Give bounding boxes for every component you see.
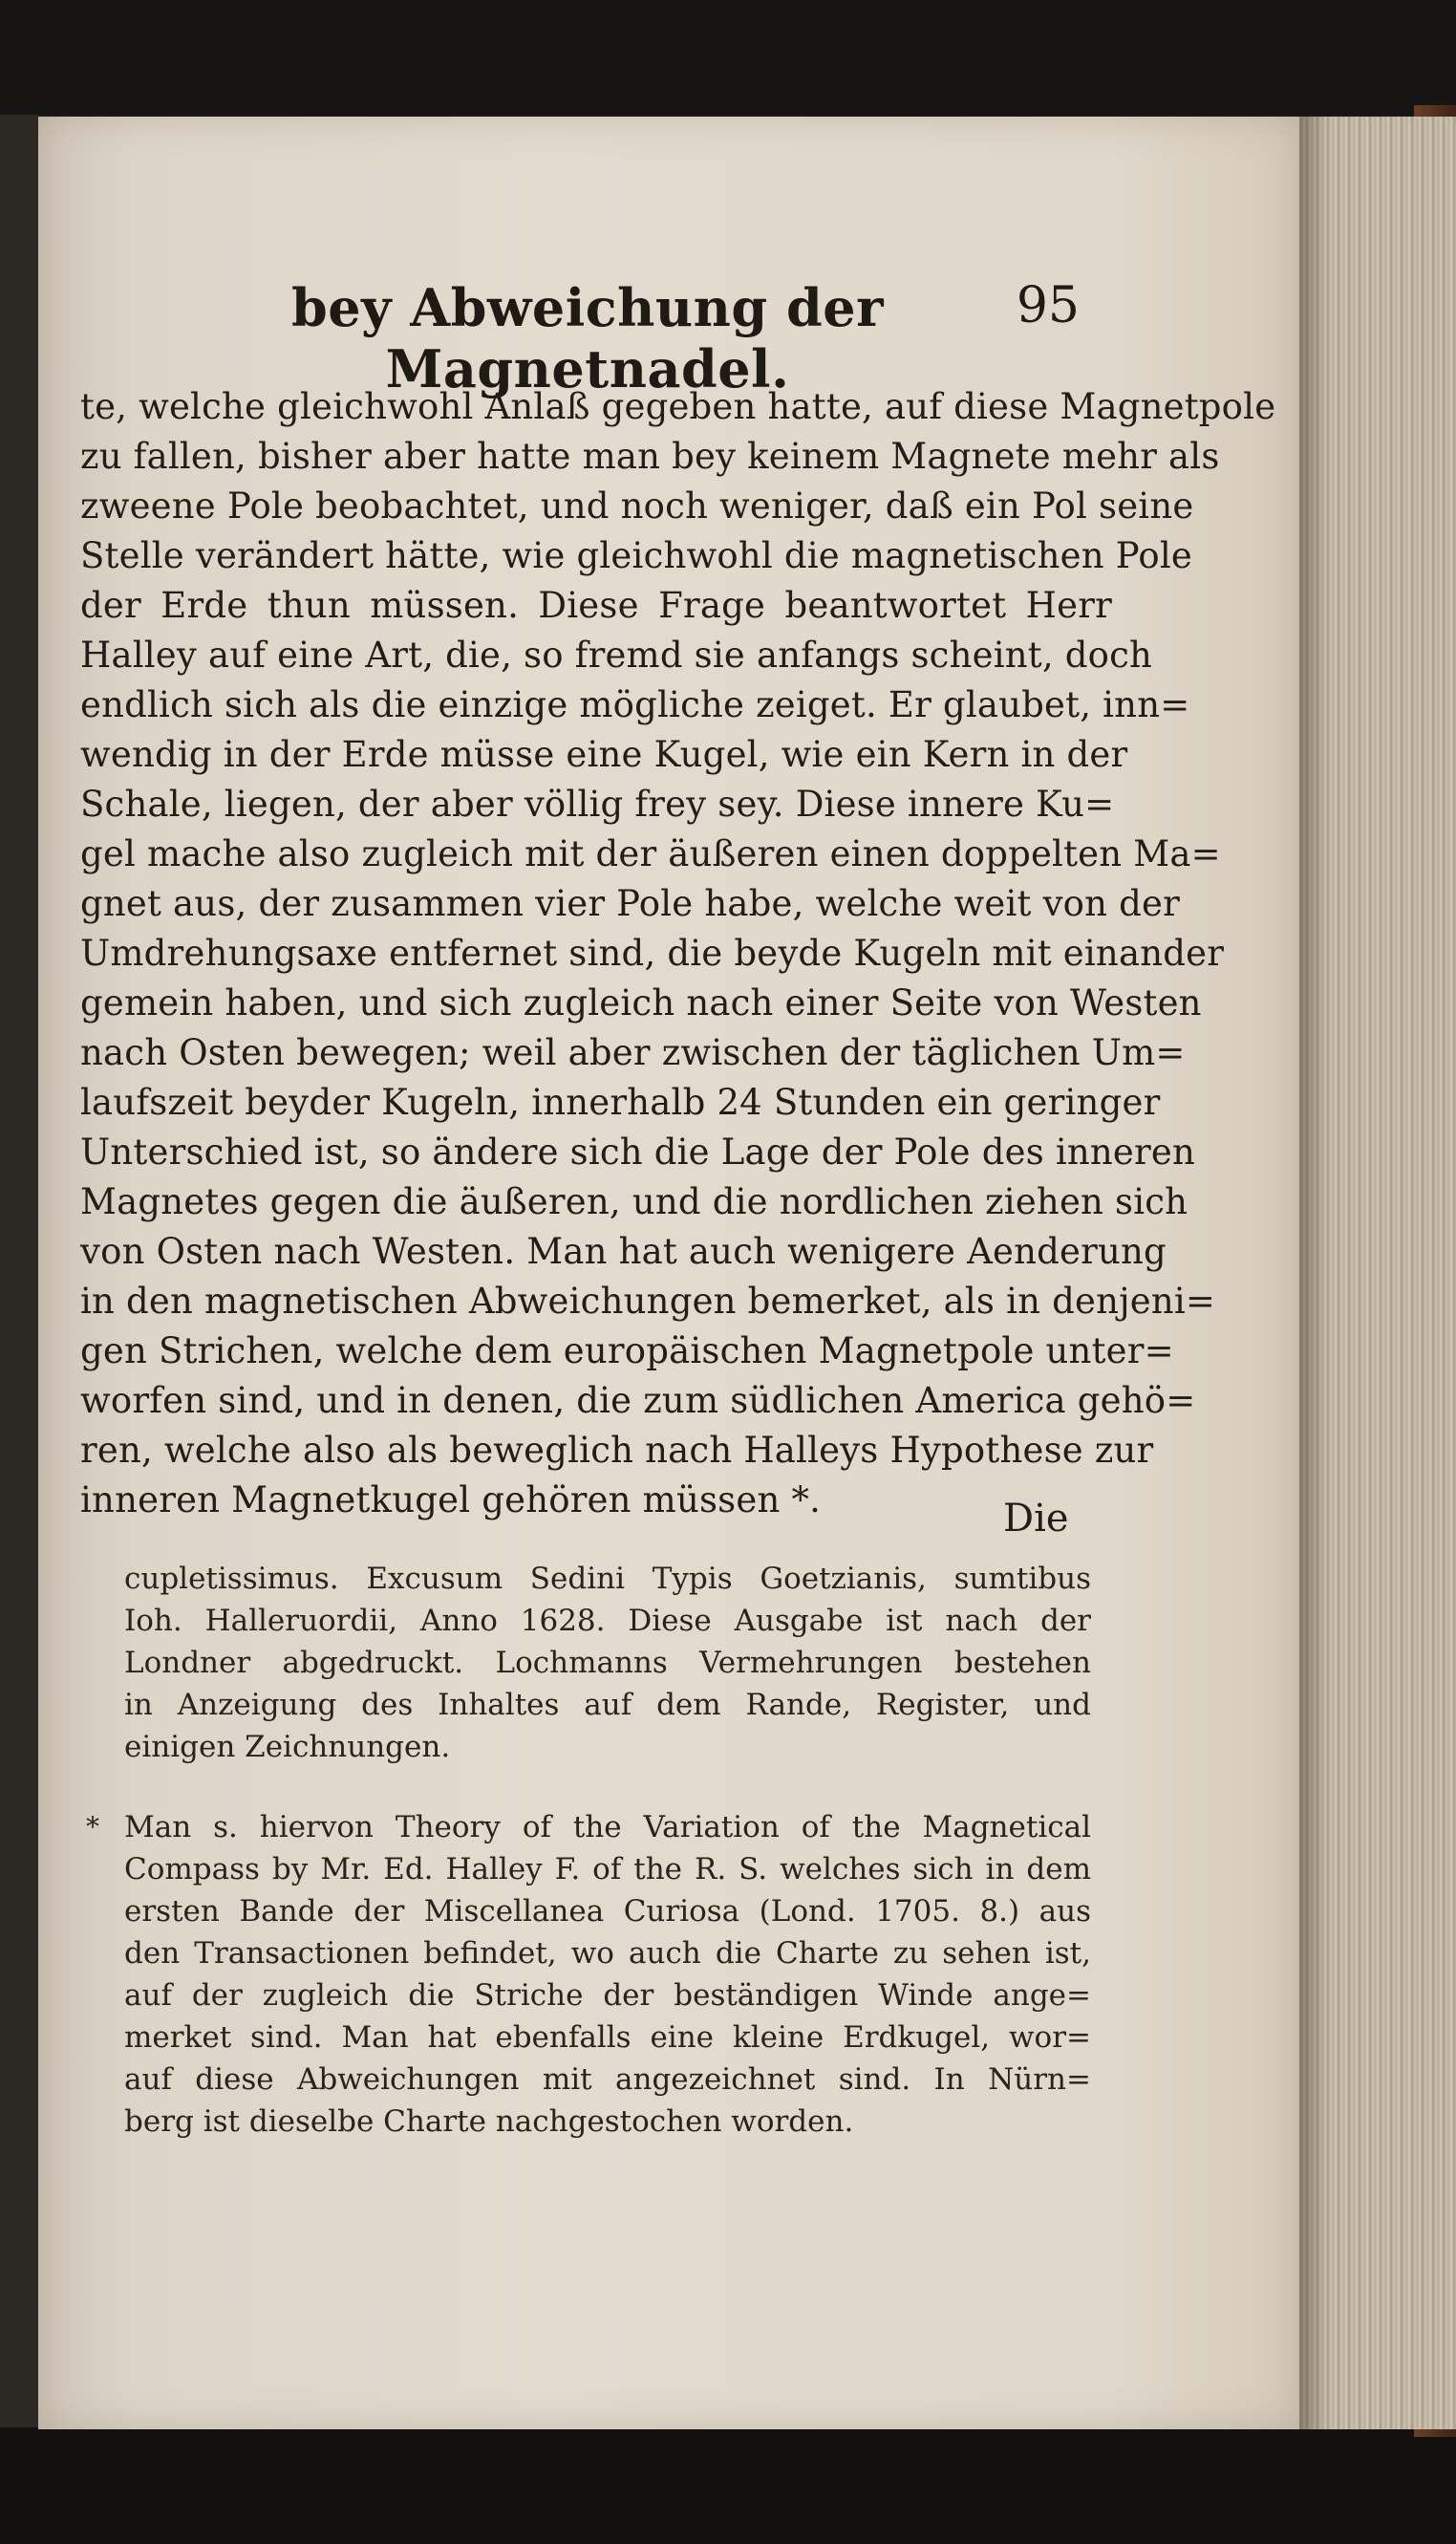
text-line: Halley auf eine Art, die, so fremd sie anfangs scheint, doch bbox=[80, 635, 1153, 676]
background-bottom bbox=[0, 2427, 1456, 2544]
text-line: inneren Magnetkugel gehören müssen *. bbox=[80, 1479, 822, 1520]
text-line: zweene Pole beobachtet, und noch weniger, daß ein Pol seine bbox=[80, 485, 1194, 527]
text-line: laufszeit beyder Kugeln, innerhalb 24 Stunden ein geringer bbox=[80, 1082, 1161, 1123]
text-line: worfen sind, und in denen, die zum südlichen America gehö= bbox=[80, 1380, 1196, 1421]
background-top bbox=[0, 0, 1456, 115]
text-line: gen Strichen, welche dem europäischen Magnetpole unter= bbox=[80, 1330, 1174, 1371]
book-gutter bbox=[0, 115, 38, 2427]
page-stack-shadow bbox=[1299, 117, 1328, 2429]
footnote-line: Compass by Mr. Ed. Halley F. of the R. S. welches sich in dem bbox=[124, 1852, 1091, 1886]
text-line: endlich sich als die einzige mögliche zeiget. Er glaubet, inn= bbox=[80, 684, 1190, 725]
page-number: 95 bbox=[1016, 277, 1080, 334]
text-line: der Erde thun müssen. Diese Frage beantwortet Herr bbox=[80, 585, 1112, 626]
text-line: ren, welche also als beweglich nach Halleys Hypothese zur bbox=[80, 1430, 1154, 1471]
text-line: zu fallen, bisher aber hatte man bey keinem Magnete mehr als bbox=[80, 436, 1220, 477]
footnote-line: Londner abgedruckt. Lochmanns Vermehrungen bestehen bbox=[124, 1646, 1091, 1680]
text-line: Magnetes gegen die äußeren, und die nordlichen ziehen sich bbox=[80, 1181, 1188, 1222]
footnote-line: auf der zugleich die Striche der beständigen Winde ange= bbox=[124, 1978, 1091, 2013]
footnote-star bbox=[86, 1806, 1091, 2143]
text-line: wendig in der Erde müsse eine Kugel, wie ein Kern in der bbox=[80, 734, 1128, 775]
footnotes bbox=[86, 1558, 1091, 2181]
text-line: Schale, liegen, der aber völlig frey sey. Diese innere Ku= bbox=[80, 784, 1115, 825]
footnote-marker: * bbox=[86, 1811, 99, 1843]
footnote-line: ersten Bande der Miscellanea Curiosa (Lond. 1705. 8.) aus bbox=[124, 1894, 1091, 1929]
footnote-line: auf diese Abweichungen mit angezeichnet sind. In Nürn= bbox=[124, 2062, 1091, 2097]
main-text bbox=[80, 382, 1276, 1525]
footnote-continued bbox=[124, 1558, 1091, 1768]
text-line: Stelle verändert hätte, wie gleichwohl die magnetischen Pole bbox=[80, 535, 1192, 576]
text-line: gel mache also zugleich mit der äußeren einen doppelten Ma= bbox=[80, 833, 1221, 874]
catchword: Die bbox=[1003, 1497, 1069, 1541]
text-line: von Osten nach Westen. Man hat auch wenigere Aenderung bbox=[80, 1231, 1167, 1272]
running-head: bey Abweichung der Magnetnadel. bbox=[290, 277, 885, 399]
footnote-line: Man s. hiervon Theory of the Variation of the Magnetical bbox=[124, 1810, 1091, 1844]
text-line: Umdrehungsaxe entfernet sind, die beyde Kugeln mit einander bbox=[80, 933, 1225, 974]
footnote-line: berg ist dieselbe Charte nachgestochen worden. bbox=[124, 2104, 854, 2139]
text-line: gemein haben, und sich zugleich nach einer Seite von Westen bbox=[80, 982, 1202, 1024]
text-line: nach Osten bewegen; weil aber zwischen der täglichen Um= bbox=[80, 1032, 1186, 1073]
footnote-line: merket sind. Man hat ebenfalls eine kleine Erdkugel, wor= bbox=[124, 2020, 1091, 2055]
page-header bbox=[143, 277, 1080, 399]
footnote-line: in Anzeigung des Inhaltes auf dem Rande, Register, und bbox=[124, 1688, 1091, 1722]
footnote-line: einigen Zeichnungen. bbox=[124, 1730, 451, 1764]
text-line: te, welche gleichwohl Anlaß gegeben hatte, auf diese Magnetpole bbox=[80, 386, 1276, 427]
footnote-line: cupletissimus. Excusum Sedini Typis Goetzianis, sumtibus bbox=[124, 1562, 1091, 1596]
footnote-line: Ioh. Halleruordii, Anno 1628. Diese Ausgabe ist nach der bbox=[124, 1604, 1091, 1638]
text-line: Unterschied ist, so ändere sich die Lage der Pole des inneren bbox=[80, 1132, 1196, 1173]
footnote-line: den Transactionen befindet, wo auch die Charte zu sehen ist, bbox=[124, 1936, 1091, 1971]
text-line: in den magnetischen Abweichungen bemerket, als in denjeni= bbox=[80, 1281, 1216, 1322]
text-line: gnet aus, der zusammen vier Pole habe, welche weit von der bbox=[80, 883, 1181, 924]
